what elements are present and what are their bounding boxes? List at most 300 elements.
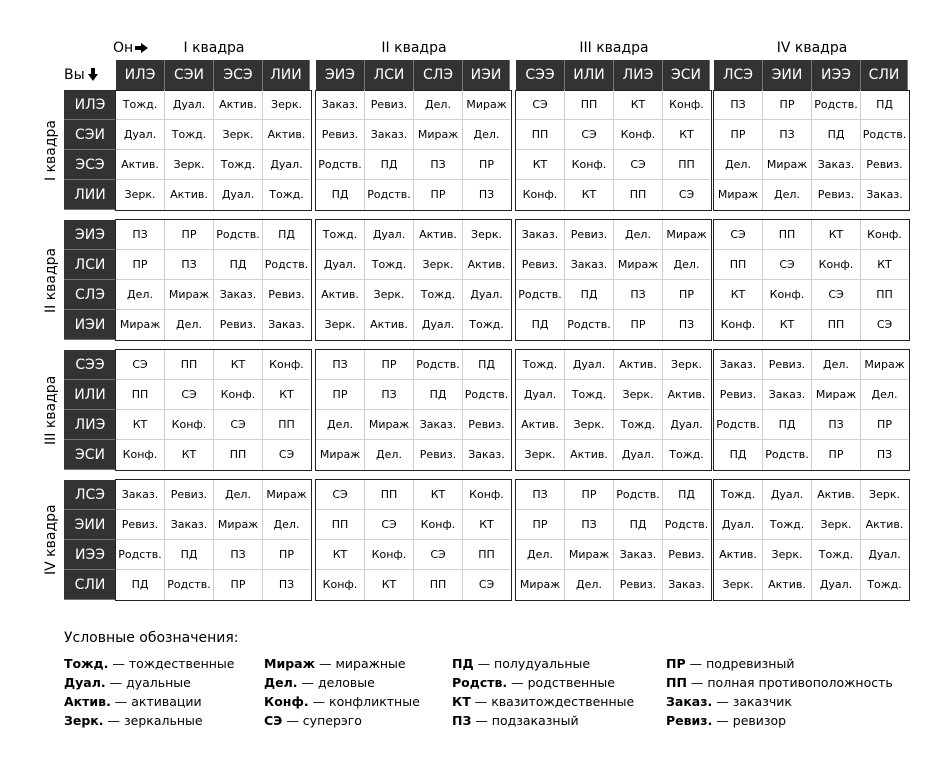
relation-cell: Актив. xyxy=(316,280,365,310)
relation-cell: Зерк. xyxy=(763,540,812,570)
relation-cell: КТ xyxy=(165,440,214,470)
relation-cell: СЭ xyxy=(214,410,263,440)
relation-cell: Тожд. xyxy=(867,578,902,591)
relation-cell: Мираж xyxy=(812,380,861,410)
relation-cell: Ревиз. xyxy=(516,250,565,280)
relation-cell: ПР xyxy=(714,120,763,150)
legend-item xyxy=(452,654,634,673)
relation-cell: Актив. xyxy=(812,480,861,510)
relation-cell: Ревиз. xyxy=(365,90,414,120)
relation-cell: Конф. xyxy=(263,350,310,380)
relation-cell: СЭ xyxy=(116,350,165,380)
legend-item xyxy=(64,711,235,730)
relation-cell: Актив. xyxy=(116,150,165,180)
relation-cell: ПП xyxy=(365,480,414,510)
relation-cell: Дел. xyxy=(861,380,908,410)
row-header: СЭЭ xyxy=(64,350,116,380)
relation-cell: Дел. xyxy=(214,480,263,510)
relation-cell: ПП xyxy=(316,510,365,540)
relation-cell: ПЗ xyxy=(316,350,365,380)
relation-cell: ПП xyxy=(263,410,310,440)
relation-cell: КТ xyxy=(365,570,414,600)
relation-cell: Дуал. xyxy=(812,570,861,600)
relation-cell: Родств. xyxy=(714,410,763,440)
legend-abbr: Тожд. xyxy=(64,656,109,671)
legend-desc: — дуальные xyxy=(105,675,191,690)
relation-cell: Дуал. xyxy=(663,410,710,440)
legend-abbr: КТ xyxy=(452,694,471,709)
relation-cell: Дуал. xyxy=(763,480,812,510)
relation-cell: Дуал. xyxy=(861,540,908,570)
relation-cell: Тожд. xyxy=(269,188,304,201)
relation-cell: Ревиз. xyxy=(463,410,510,440)
legend-desc: — подревизный xyxy=(685,656,795,671)
relation-cell: ПП xyxy=(565,90,614,120)
relation-cell: Родств. xyxy=(516,280,565,310)
relation-cell: ПП xyxy=(763,220,812,250)
legend-abbr: Зерк. xyxy=(64,713,104,728)
legend-desc: — деловые xyxy=(297,675,375,690)
relation-cell: Дел. xyxy=(614,220,663,250)
relation-cell: Ревиз. xyxy=(116,510,165,540)
relation-cell: Мираж xyxy=(714,180,763,210)
relation-cell: ПЗ xyxy=(678,318,695,331)
relation-cell: Конф. xyxy=(316,570,365,600)
relation-cell: ПР xyxy=(365,350,414,380)
relation-cell: Тожд. xyxy=(812,540,861,570)
legend-item xyxy=(264,692,420,711)
relation-cell: Актив. xyxy=(263,120,310,150)
relation-cell: Конф. xyxy=(165,410,214,440)
relation-cell: ПД xyxy=(316,180,365,210)
relation-cell: ПД xyxy=(763,410,812,440)
column-header: ЛСЭ xyxy=(714,60,763,90)
legend xyxy=(64,628,944,734)
relation-cell: Зерк. xyxy=(365,280,414,310)
relation-cell: СЭ xyxy=(165,380,214,410)
relation-cell: Дел. xyxy=(165,310,214,340)
row-header: СЭИ xyxy=(64,120,116,150)
row-header: ИЛЭ xyxy=(64,90,116,120)
legend-desc: — квазитождественные xyxy=(470,694,635,709)
legend-desc: — ревизор xyxy=(712,713,787,728)
column-header: ЛИИ xyxy=(263,60,310,90)
relation-cell: Тожд. xyxy=(516,350,565,380)
legend-abbr: Дел. xyxy=(264,675,298,690)
relation-cell: ПР xyxy=(316,380,365,410)
legend-item xyxy=(64,654,235,673)
relation-cell: Дуал. xyxy=(565,350,614,380)
relation-cell: Зерк. xyxy=(861,480,908,510)
relation-cell: СЭ xyxy=(414,540,463,570)
relation-cell: ПД xyxy=(263,220,310,250)
relation-cell: Заказ. xyxy=(165,510,214,540)
relation-cell: Дуал. xyxy=(516,380,565,410)
relation-cell: ПЗ xyxy=(763,120,812,150)
relation-cell: Зерк. xyxy=(565,410,614,440)
on-label: Он xyxy=(113,37,148,59)
relation-cell: Родств. xyxy=(414,350,463,380)
relation-cell: Тожд. xyxy=(714,480,763,510)
relation-cell: Заказ. xyxy=(268,318,305,331)
relation-cell: Тожд. xyxy=(214,150,263,180)
relation-cell: Ревиз. xyxy=(565,220,614,250)
relation-cell: СЭ xyxy=(278,448,295,461)
column-header: ЭИИ xyxy=(763,60,812,90)
relation-cell: Заказ. xyxy=(714,350,763,380)
relation-cell: Заказ. xyxy=(516,220,565,250)
relation-cell: Дел. xyxy=(263,510,310,540)
row-header: ЭИИ xyxy=(64,510,116,540)
relation-cell: Заказ. xyxy=(414,410,463,440)
relation-cell: ПД xyxy=(165,540,214,570)
relation-cell: Ревиз. xyxy=(663,540,710,570)
relation-cell: ПП xyxy=(414,570,463,600)
relation-cell: Актив. xyxy=(763,570,812,600)
relation-cell: ПП xyxy=(116,380,165,410)
relation-cell: Зерк. xyxy=(812,510,861,540)
relation-cell: Тожд. xyxy=(165,120,214,150)
relation-cell: Зерк. xyxy=(116,180,165,210)
legend-item xyxy=(452,711,634,730)
relation-cell: Дуал. xyxy=(365,220,414,250)
column-header: ЛСИ xyxy=(365,60,414,90)
legend-item xyxy=(666,711,893,730)
row-header: ИЛИ xyxy=(64,380,116,410)
legend-desc: — активации xyxy=(110,694,202,709)
relation-cell: Родств. xyxy=(263,250,310,280)
relation-cell: Дуал. xyxy=(714,510,763,540)
legend-abbr: ПР xyxy=(666,656,686,671)
relation-cell: Ревиз. xyxy=(165,480,214,510)
relation-cell: Дуал. xyxy=(316,250,365,280)
relation-cell: Актив. xyxy=(214,90,263,120)
relation-cell: Мираж xyxy=(316,440,365,470)
legend-desc: — полудуальные xyxy=(473,656,591,671)
relation-cell: КТ xyxy=(565,180,614,210)
relation-cell: Мираж xyxy=(116,310,165,340)
relation-cell: Тожд. xyxy=(565,380,614,410)
relation-cell: КТ xyxy=(861,250,908,280)
legend-item xyxy=(666,673,893,692)
relation-cell: Дуал. xyxy=(463,280,510,310)
legend-abbr: ПЗ xyxy=(452,713,472,728)
relation-cell: Заказ. xyxy=(316,90,365,120)
legend-desc: — родственные xyxy=(507,675,615,690)
relation-cell: ПД xyxy=(463,350,510,380)
relation-cell: Ревиз. xyxy=(316,120,365,150)
legend-column xyxy=(452,654,634,730)
relation-cell: ПЗ xyxy=(214,540,263,570)
legend-abbr: Дуал. xyxy=(64,675,106,690)
kvadra-title: III квадра xyxy=(579,40,649,56)
legend-item xyxy=(264,711,420,730)
column-header: СЛИ xyxy=(861,60,908,90)
relation-cell: Заказ. xyxy=(668,578,705,591)
relation-cell: СЭ xyxy=(365,510,414,540)
relation-cell: Родств. xyxy=(663,510,710,540)
relation-cell: ПП xyxy=(663,150,710,180)
column-header: ЭСЭ xyxy=(214,60,263,90)
relation-cell: Ревиз. xyxy=(263,280,310,310)
legend-abbr: Ревиз. xyxy=(666,713,713,728)
column-header: СЛЭ xyxy=(414,60,463,90)
relation-cell: Конф. xyxy=(812,250,861,280)
relation-cell: Зерк. xyxy=(663,350,710,380)
relation-cell: Зерк. xyxy=(165,150,214,180)
relation-cell: Зерк. xyxy=(463,220,510,250)
relation-cell: ПД xyxy=(516,310,565,340)
relation-cell: Актив. xyxy=(165,180,214,210)
legend-item xyxy=(64,692,235,711)
relation-cell: Мираж xyxy=(763,150,812,180)
relation-cell: Родств. xyxy=(614,480,663,510)
legend-abbr: Родств. xyxy=(452,675,508,690)
relation-cell: Родств. xyxy=(565,310,614,340)
relation-cell: Заказ. xyxy=(116,480,165,510)
relation-cell: КТ xyxy=(463,510,510,540)
relation-cell: ПЗ xyxy=(876,448,893,461)
relation-cell: СЭ xyxy=(478,578,495,591)
legend-abbr: СЭ xyxy=(264,713,283,728)
legend-abbr: ПП xyxy=(666,675,687,690)
relation-cell: СЭ xyxy=(763,250,812,280)
relation-cell: Дел. xyxy=(316,410,365,440)
relation-cell: Мираж xyxy=(165,280,214,310)
relation-cell: Конф. xyxy=(516,180,565,210)
relation-cell: СЭ xyxy=(714,220,763,250)
relation-cell: КТ xyxy=(663,120,710,150)
relation-cell: Дел. xyxy=(414,90,463,120)
column-header: ЭИЭ xyxy=(316,60,365,90)
row-header: ЛИЭ xyxy=(64,410,116,440)
legend-abbr: ПД xyxy=(452,656,474,671)
relation-cell: СЭ xyxy=(516,90,565,120)
row-header: ЛСЭ xyxy=(64,480,116,510)
legend-abbr: Конф. xyxy=(264,694,309,709)
relation-cell: ПП xyxy=(614,180,663,210)
kvadra-title: I квадра xyxy=(183,40,245,56)
relation-cell: ПР xyxy=(663,280,710,310)
relation-cell: ПР xyxy=(812,440,861,470)
relation-cell: Актив. xyxy=(614,350,663,380)
legend-desc: — заказчик xyxy=(712,694,792,709)
kvadra-row-title: III квадра xyxy=(43,375,59,445)
relation-cell: Заказ. xyxy=(763,380,812,410)
legend-item xyxy=(666,692,893,711)
relation-cell: СЭ xyxy=(316,480,365,510)
column-header: СЭИ xyxy=(165,60,214,90)
legend-abbr: Мираж xyxy=(264,656,316,671)
kvadra-row-title: IV квадра xyxy=(43,504,59,576)
relation-cell: Родств. xyxy=(463,380,510,410)
legend-column xyxy=(666,654,893,730)
relation-cell: ПР xyxy=(463,150,510,180)
relation-cell: ПП xyxy=(463,540,510,570)
legend-abbr: Заказ. xyxy=(666,694,713,709)
relation-cell: Зерк. xyxy=(263,90,310,120)
column-header: ИЛИ xyxy=(565,60,614,90)
relation-cell: Актив. xyxy=(714,540,763,570)
relation-cell: Мираж xyxy=(214,510,263,540)
legend-desc: — полная противоположность xyxy=(686,675,893,690)
relation-cell: Зерк. xyxy=(414,250,463,280)
row-header: ЛСИ xyxy=(64,250,116,280)
relation-cell: ПЗ xyxy=(414,150,463,180)
relation-cell: ПР xyxy=(763,90,812,120)
relation-cell: КТ xyxy=(214,350,263,380)
relation-cell: Мираж xyxy=(861,350,908,380)
relation-cell: Зерк. xyxy=(516,440,565,470)
legend-item xyxy=(64,673,235,692)
relation-cell: Актив. xyxy=(861,510,908,540)
relation-cell: ПР xyxy=(861,410,908,440)
row-header: ЭИЭ xyxy=(64,220,116,250)
relation-cell: Родств. xyxy=(316,150,365,180)
relation-cell: ПД xyxy=(214,250,263,280)
relation-cell: Родств. xyxy=(214,220,263,250)
relation-cell: Ревиз. xyxy=(763,350,812,380)
relation-cell: СЭ xyxy=(614,150,663,180)
legend-column xyxy=(64,654,235,730)
legend-columns xyxy=(64,654,944,734)
relation-cell: ПЗ xyxy=(516,480,565,510)
legend-item xyxy=(452,673,634,692)
relation-cell: ПР xyxy=(116,250,165,280)
kvadra-row-title: I квадра xyxy=(43,119,59,181)
relation-cell: ПП xyxy=(714,250,763,280)
relation-cell: Зерк. xyxy=(214,120,263,150)
legend-item xyxy=(452,692,634,711)
relation-cell: ПЗ xyxy=(812,410,861,440)
relation-cell: Дуал. xyxy=(165,90,214,120)
relation-cell: Дел. xyxy=(365,440,414,470)
relation-cell: Конф. xyxy=(763,280,812,310)
relation-cell: КТ xyxy=(316,540,365,570)
relation-cell: Родств. xyxy=(165,570,214,600)
relation-cell: Ревиз. xyxy=(614,570,663,600)
relation-cell: ПП xyxy=(861,280,908,310)
relation-cell: ПЗ xyxy=(365,380,414,410)
relation-cell: Заказ. xyxy=(214,280,263,310)
relation-cell: Конф. xyxy=(861,220,908,250)
legend-desc: — тождественные xyxy=(108,656,235,671)
relation-cell: КТ xyxy=(763,310,812,340)
relation-cell: Конф. xyxy=(214,380,263,410)
legend-desc: — миражные xyxy=(315,656,406,671)
relation-cell: Ревиз. xyxy=(414,440,463,470)
relation-cell: Дел. xyxy=(116,280,165,310)
relation-cell: Заказ. xyxy=(365,120,414,150)
relation-cell: ПР xyxy=(414,180,463,210)
relation-cell: Тожд. xyxy=(614,410,663,440)
relation-cell: Тожд. xyxy=(414,280,463,310)
relation-cell: Дел. xyxy=(763,180,812,210)
relation-cell: Дуал. xyxy=(116,120,165,150)
relation-cell: Дел. xyxy=(812,350,861,380)
relation-cell: Мираж xyxy=(516,570,565,600)
relation-cell: Актив. xyxy=(663,380,710,410)
relation-cell: КТ xyxy=(812,220,861,250)
relation-cell: КТ xyxy=(516,150,565,180)
relation-cell: КТ xyxy=(116,410,165,440)
row-header: ИЭИ xyxy=(64,310,116,340)
relation-cell: Ревиз. xyxy=(214,310,263,340)
relation-cell: Конф. xyxy=(365,540,414,570)
relation-cell: Мираж xyxy=(663,220,710,250)
relation-cell: Мираж xyxy=(414,120,463,150)
relation-cell: ПД xyxy=(414,380,463,410)
column-header: ЭСИ xyxy=(663,60,710,90)
legend-item xyxy=(264,654,420,673)
relation-cell: Тожд. xyxy=(763,510,812,540)
relation-cell: Актив. xyxy=(463,250,510,280)
row-header: СЛЭ xyxy=(64,280,116,310)
relation-cell: Конф. xyxy=(414,510,463,540)
relation-cell: Дуал. xyxy=(214,180,263,210)
relation-cell: Дел. xyxy=(516,540,565,570)
relation-cell: ПД xyxy=(365,150,414,180)
relation-cell: ПД xyxy=(614,510,663,540)
relation-cell: Мираж xyxy=(565,540,614,570)
kvadra-title: II квадра xyxy=(381,40,447,56)
relation-cell: Ревиз. xyxy=(861,150,908,180)
relation-cell: Конф. xyxy=(463,480,510,510)
relation-cell: СЭ xyxy=(565,120,614,150)
relation-cell: ПЗ xyxy=(165,250,214,280)
relation-cell: СЭ xyxy=(876,318,893,331)
legend-desc: — суперэго xyxy=(282,713,362,728)
column-header: ИЭЭ xyxy=(812,60,861,90)
relation-cell: Заказ. xyxy=(565,250,614,280)
relation-cell: ПР xyxy=(214,570,263,600)
row-header: СЛИ xyxy=(64,570,116,600)
relation-cell: ПП xyxy=(214,440,263,470)
relation-cell: ПЗ xyxy=(116,220,165,250)
relation-cell: СЭ xyxy=(812,280,861,310)
relation-cell: Заказ. xyxy=(614,540,663,570)
legend-title: Условные обозначения: xyxy=(64,630,239,646)
relation-cell: Тожд. xyxy=(669,448,704,461)
relation-cell: ПП xyxy=(812,310,861,340)
relation-cell: Актив. xyxy=(414,220,463,250)
relation-cell: КТ xyxy=(614,90,663,120)
relation-cell: ПП xyxy=(165,350,214,380)
relation-cell: Родств. xyxy=(861,120,908,150)
relation-cell: Зерк. xyxy=(714,570,763,600)
relation-cell: Заказ. xyxy=(812,150,861,180)
relation-cell: ПЗ xyxy=(565,510,614,540)
relation-cell: Родств. xyxy=(365,180,414,210)
relation-cell: Тожд. xyxy=(116,90,165,120)
relation-cell: Конф. xyxy=(614,120,663,150)
legend-item xyxy=(264,673,420,692)
legend-column xyxy=(264,654,420,730)
relation-cell: ПД xyxy=(861,90,908,120)
relation-cell: Тожд. xyxy=(316,220,365,250)
row-header: ЭСЭ xyxy=(64,150,116,180)
relation-cell: ПР xyxy=(565,480,614,510)
column-header: СЭЭ xyxy=(516,60,565,90)
legend-desc: — конфликтные xyxy=(308,694,420,709)
relation-cell: Дел. xyxy=(463,120,510,150)
relation-cell: Мираж xyxy=(263,480,310,510)
relation-cell: Мираж xyxy=(365,410,414,440)
relation-cell: КТ xyxy=(414,480,463,510)
relation-cell: Дел. xyxy=(714,150,763,180)
relation-cell: ПР xyxy=(614,310,663,340)
relation-cell: Актив. xyxy=(516,410,565,440)
